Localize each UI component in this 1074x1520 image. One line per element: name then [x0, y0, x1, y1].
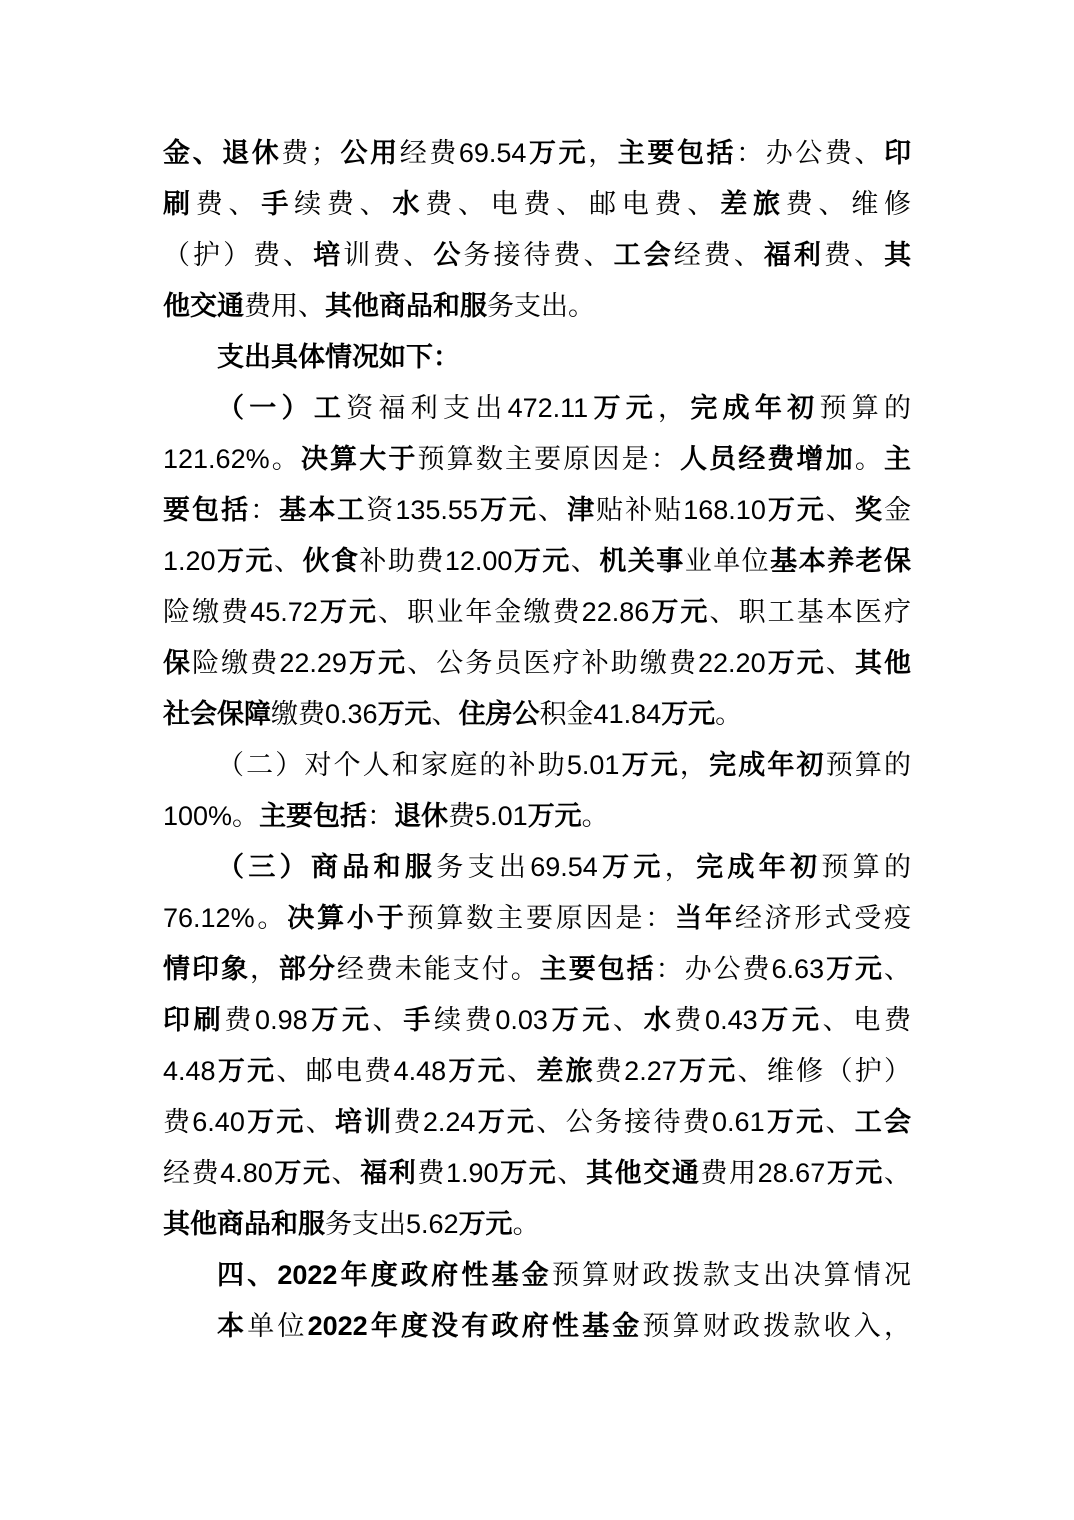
text-run: ：	[367, 801, 395, 831]
text-run: 费用28.67	[700, 1158, 826, 1188]
heading-gov-fund-budget-section	[163, 1250, 911, 1301]
text-run: 务接待费、	[463, 240, 614, 270]
bold-text-run: 支出具体情况如下：	[217, 342, 460, 372]
text-run: 经济形式受疫	[734, 903, 912, 933]
bold-text-run: 部分	[278, 954, 337, 984]
text-run: 险缴费45.72	[163, 597, 318, 627]
text-run: 、	[431, 699, 459, 729]
text-run: 76.12%。	[163, 903, 288, 933]
text-run: （二）对个人和家庭的补助5.01	[217, 750, 620, 780]
para-individual-family-subsidy	[163, 740, 911, 842]
bold-text-run: 万元	[526, 138, 589, 168]
text-run: 经费未能支付。	[336, 954, 540, 984]
text-run: 、邮电费4.48	[276, 1056, 447, 1086]
bold-text-run: 万元	[477, 495, 539, 525]
bold-text-run: 情印象	[163, 954, 250, 984]
bold-text-run: 其他交通	[586, 1158, 701, 1188]
text-line	[163, 587, 911, 638]
text-run: 费1.90	[417, 1158, 499, 1188]
bold-text-run: 完成年初	[709, 750, 826, 780]
bold-text-run: 本	[217, 1311, 248, 1341]
bold-text-run: 万元	[825, 1158, 885, 1188]
text-line	[163, 536, 911, 587]
text-run: ：	[250, 495, 280, 525]
bold-text-run: 保	[163, 648, 193, 678]
text-run: 。	[715, 699, 743, 729]
text-run: 预算的	[825, 750, 911, 780]
text-line	[163, 179, 911, 230]
bold-text-run: 差旅	[536, 1056, 595, 1086]
document-content	[163, 128, 911, 1352]
bold-text-run: 退休	[394, 801, 449, 831]
text-run: 、	[570, 546, 600, 576]
text-run: 金	[884, 495, 912, 525]
bold-text-run: 水	[392, 189, 426, 219]
bold-text-run: 差旅	[720, 189, 786, 219]
text-run: ，	[664, 852, 697, 882]
text-line	[163, 1097, 911, 1148]
text-run: 预算的	[821, 852, 912, 882]
text-run: 资福利支出472.11	[346, 393, 589, 423]
text-line	[163, 740, 911, 791]
para-gov-fund-statement	[163, 1301, 911, 1352]
text-run: ，	[658, 393, 691, 423]
text-run: 、	[825, 648, 855, 678]
text-run: 单位	[247, 1311, 308, 1341]
bold-text-run: 工会	[613, 240, 674, 270]
bold-text-run: 万元	[527, 801, 582, 831]
text-run: 费0.98	[224, 1005, 308, 1035]
text-run: 、	[884, 954, 912, 984]
text-run: ：办公费、	[736, 138, 885, 168]
bold-text-run: 万元	[661, 699, 716, 729]
text-run: 、	[331, 1158, 361, 1188]
text-run: ：办公费6.63	[655, 954, 825, 984]
text-run: 训费、	[343, 240, 434, 270]
text-line	[163, 1148, 911, 1199]
bold-text-run: 万元	[215, 546, 274, 576]
text-run: 、	[305, 1107, 336, 1137]
text-run: 费、电费、邮电费、	[425, 189, 721, 219]
bold-text-run: 手	[261, 189, 295, 219]
text-run: 、公务接待费0.61	[536, 1107, 765, 1137]
text-run: 、	[884, 1158, 912, 1188]
text-run: 121.62%。	[163, 444, 301, 474]
bold-text-run: 刷	[163, 189, 196, 219]
bold-text-run: 住房公	[458, 699, 540, 729]
text-run: 、	[825, 495, 856, 525]
text-run: 经费69.54	[399, 138, 527, 168]
text-line	[163, 842, 911, 893]
text-run: 预算财政拨款收入，	[642, 1311, 911, 1341]
text-run: 经费4.80	[163, 1158, 273, 1188]
text-run: 费6.40	[163, 1107, 245, 1137]
bold-text-run: 其他	[854, 648, 912, 678]
bold-text-run: 万元	[547, 1005, 613, 1035]
bold-text-run: 万元	[588, 393, 659, 423]
bold-text-run: 基本养老保	[770, 546, 912, 576]
bold-text-run: （一）工	[217, 393, 347, 423]
text-line	[163, 434, 911, 485]
text-run: 费0.43	[674, 1005, 758, 1035]
bold-text-run: 印刷	[163, 1005, 225, 1035]
bold-text-run: 万元	[619, 750, 680, 780]
bold-text-run: 福利	[763, 240, 824, 270]
text-run: 、电费	[822, 1005, 912, 1035]
text-run: 。	[581, 801, 609, 831]
text-line	[163, 1046, 911, 1097]
bold-text-run: 社会保障	[163, 699, 271, 729]
bold-text-run: 人员经费增加	[679, 444, 855, 474]
bold-text-run: 万元	[244, 1107, 306, 1137]
bold-text-run: 万元	[377, 699, 432, 729]
bold-text-run: 万元	[475, 1107, 537, 1137]
text-run: 费2.24	[393, 1107, 476, 1137]
bold-text-run: 福利	[360, 1158, 418, 1188]
bold-text-run: 万元	[317, 597, 379, 627]
para-goods-services-expense	[163, 842, 911, 1250]
text-run: 贴补贴168.10	[596, 495, 766, 525]
bold-text-run: 万元	[215, 1056, 277, 1086]
bold-text-run: 其他商品和服	[325, 291, 487, 321]
bold-text-run: 万元	[765, 648, 826, 678]
bold-text-run: 机关事	[599, 546, 685, 576]
bold-text-run: 主要包括	[259, 801, 368, 831]
text-run: 缴费0.36	[271, 699, 378, 729]
text-line	[163, 791, 911, 842]
text-run: 务支出。	[487, 291, 595, 321]
text-run: 预算财政拨款支出决算情况	[551, 1260, 911, 1290]
bold-text-run: 万元	[649, 597, 710, 627]
bold-text-run: 伙食	[302, 546, 360, 576]
bold-text-run: 金、退休	[163, 138, 282, 168]
text-run: ，	[588, 138, 618, 168]
bold-text-run: 决算大于	[300, 444, 418, 474]
bold-text-run: 手	[403, 1005, 435, 1035]
bold-text-run: 主要包括	[539, 954, 656, 984]
text-line	[163, 128, 911, 179]
bold-text-run: 基本工	[279, 495, 367, 525]
text-line	[163, 944, 911, 995]
text-line	[163, 1301, 911, 1352]
text-run: 补助费12.00	[359, 546, 513, 576]
text-run: 、	[613, 1005, 644, 1035]
text-run: 100%。	[163, 801, 260, 831]
text-run: 续费0.03	[434, 1005, 548, 1035]
text-run: 务支出5.62	[325, 1209, 459, 1239]
text-run: 、	[557, 1158, 587, 1188]
text-run: 业单位	[684, 546, 771, 576]
bold-text-run: 工会	[854, 1107, 912, 1137]
text-run: 、	[273, 546, 303, 576]
bold-text-run: 万元	[346, 648, 408, 678]
text-run: 费；	[281, 138, 338, 168]
bold-text-run: 津	[567, 495, 597, 525]
text-run: 、	[825, 1107, 855, 1137]
bold-text-run: 万元	[272, 1158, 332, 1188]
text-run: 积金41.84	[539, 699, 662, 729]
bold-text-run: 奖	[855, 495, 885, 525]
bold-text-run: 要包括	[163, 495, 251, 525]
text-run: 费、	[195, 189, 262, 219]
text-run: 费、	[823, 240, 885, 270]
text-run: 、	[538, 495, 568, 525]
text-run: 费用、	[244, 291, 325, 321]
text-run: 经费、	[673, 240, 764, 270]
text-run: ，	[679, 750, 710, 780]
text-line	[163, 485, 911, 536]
para-expense-composition	[163, 128, 911, 332]
text-run: 、职业年金缴费22.86	[378, 597, 650, 627]
text-run: 费2.27	[594, 1056, 677, 1086]
bold-text-run: 培训	[335, 1107, 394, 1137]
text-run: 费、维修	[785, 189, 912, 219]
text-run: 务支出69.54	[436, 852, 598, 882]
text-run: 、职工基本医疗	[709, 597, 912, 627]
text-run: 险缴费22.29	[192, 648, 347, 678]
bold-text-run: 万元	[765, 495, 826, 525]
bold-text-run: 其他商品和服	[163, 1209, 325, 1239]
text-line	[163, 332, 911, 383]
text-line	[163, 383, 911, 434]
bold-text-run: 万元	[512, 546, 571, 576]
text-line	[163, 689, 911, 740]
para-salary-welfare-expense	[163, 383, 911, 740]
bold-text-run: 完成年初	[690, 393, 820, 423]
bold-text-run: 当年	[675, 903, 735, 933]
bold-text-run: （三）商品和服	[217, 852, 437, 882]
bold-text-run: 他交通	[163, 291, 244, 321]
text-run: 4.48	[163, 1056, 216, 1086]
bold-text-run: 万元	[446, 1056, 508, 1086]
bold-text-run: 万元	[597, 852, 665, 882]
bold-text-run: 主要包括	[617, 138, 737, 168]
text-run: 资135.55	[366, 495, 478, 525]
bold-text-run: 其	[884, 240, 912, 270]
bold-text-run: 培	[313, 240, 344, 270]
text-line	[163, 281, 911, 332]
bold-text-run: 决算小于	[287, 903, 407, 933]
bold-text-run: 完成年初	[696, 852, 822, 882]
text-line	[163, 1250, 911, 1301]
bold-text-run: 万元	[764, 1107, 826, 1137]
text-run: 续费、	[294, 189, 393, 219]
text-line	[163, 995, 911, 1046]
bold-text-run: 四、2022年度政府性基金	[217, 1260, 552, 1290]
bold-text-run: 水	[643, 1005, 675, 1035]
text-run: 预算数主要原因是：	[417, 444, 680, 474]
text-run: ，	[249, 954, 279, 984]
text-run: 。	[854, 444, 885, 474]
bold-text-run: 万元	[498, 1158, 558, 1188]
text-run: 、	[372, 1005, 404, 1035]
text-run: 。	[512, 1209, 540, 1239]
bold-text-run: 公用	[337, 138, 400, 168]
text-line	[163, 230, 911, 281]
bold-text-run: 公	[433, 240, 464, 270]
bold-text-run: 万元	[824, 954, 885, 984]
bold-text-run: 万元	[676, 1056, 738, 1086]
bold-text-run: 万元	[757, 1005, 823, 1035]
text-run: 预算的	[819, 393, 912, 423]
text-run: 1.20	[163, 546, 216, 576]
para-expense-details-intro	[163, 332, 911, 383]
text-run: 预算数主要原因是：	[406, 903, 676, 933]
bold-text-run: 主	[884, 444, 912, 474]
bold-text-run: 万元	[458, 1209, 513, 1239]
text-line	[163, 638, 911, 689]
text-run: （护）费、	[163, 240, 314, 270]
bold-text-run: 万元	[307, 1005, 373, 1035]
text-run: 、	[507, 1056, 537, 1086]
text-run: 、公务员医疗补助缴费22.20	[407, 648, 766, 678]
text-line	[163, 893, 911, 944]
bold-text-run: 印	[884, 138, 912, 168]
text-run: 费5.01	[448, 801, 528, 831]
text-line	[163, 1199, 911, 1250]
text-run: 、维修（护）	[737, 1056, 912, 1086]
bold-text-run: 2022年度没有政府性基金	[307, 1311, 643, 1341]
